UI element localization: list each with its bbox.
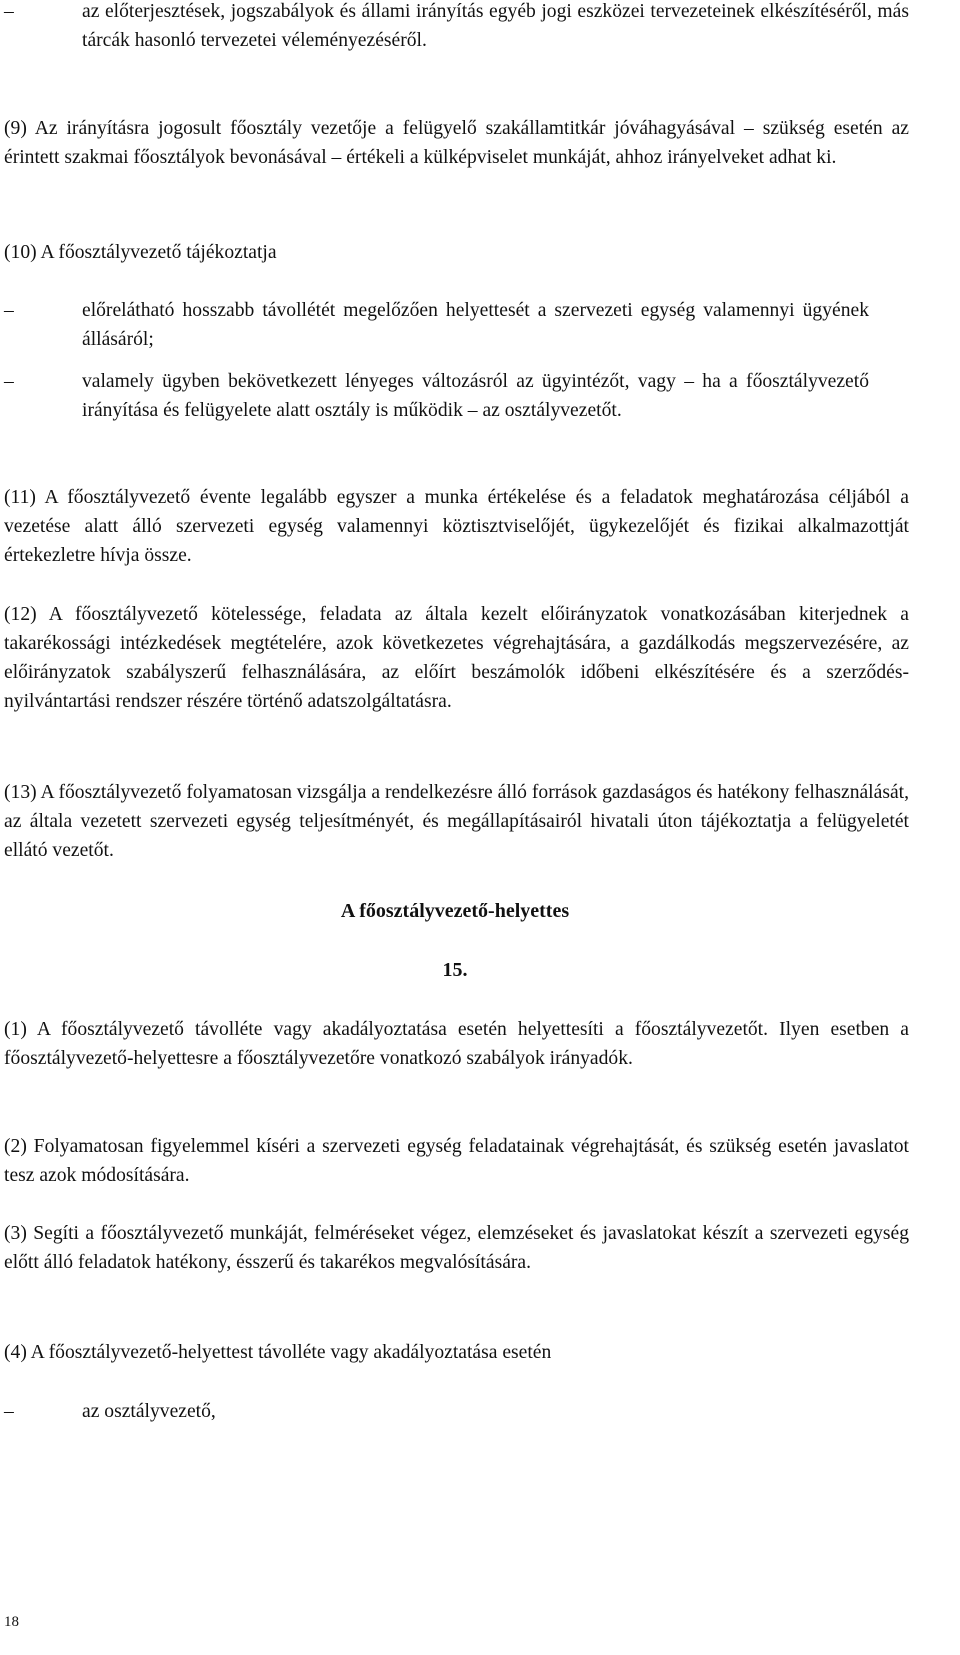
list-item-department-head: az osztályvezető, bbox=[82, 1401, 216, 1422]
section-paragraph-4-intro: (4) A főosztályvezető-helyettest távolléte vagy akadályoztatása esetén bbox=[4, 1342, 552, 1363]
list-dash: – bbox=[4, 1401, 14, 1422]
list-item-drafts: az előterjesztések, jogszabályok és állami irányítás egyéb jogi eszközei tervezeteinek elkészítéséről, más tárcák hasonló tervezetei véleményezéséről. bbox=[82, 1, 909, 51]
list-dash: – bbox=[4, 300, 14, 321]
list-item-changes: valamely ügyben bekövetkezett lényeges változásról az ügyintézőt, vagy – ha a főosztályvezető irányítása és felügyelete alatt osztály is működik – az osztályvezetőt. bbox=[82, 371, 869, 421]
paragraph-13: (13) A főosztályvezető folyamatosan vizsgálja a rendelkezésre álló források gazdaságos és hatékony felhasználását, az általa vezetett szervezeti egység teljesítményét, és megállapításairól hivatali úton tájékoztatja a felügyeletét ellátó vezetőt. bbox=[4, 782, 909, 861]
section-paragraph-2: (2) Folyamatosan figyelemmel kíséri a szervezeti egység feladatainak végrehajtását, és szükség esetén javaslatot tesz azok módosítására. bbox=[4, 1136, 909, 1186]
list-item-absence: előrelátható hosszabb távollétét megelőzően helyettesét a szervezeti egység valamennyi ügyének állásáról; bbox=[82, 300, 869, 350]
list-dash: – bbox=[4, 1, 14, 22]
section-heading: A főosztályvezető-helyettes bbox=[340, 900, 570, 922]
paragraph-12: (12) A főosztályvezető kötelessége, feladata az általa kezelt előirányzatok vonatkozásában kiterjednek a takarékossági intézkedések megtételére, azok következetes végrehajtására, a gazdálkodás megszervezésére, az előirányzatok szabályszerű felhasználására, az előírt beszámolók időbeni elkészítésére és a szerződés-nyilvántartási rendszer részére történő adatszolgáltatásra. bbox=[4, 604, 909, 712]
paragraph-9: (9) Az irányításra jogosult főosztály vezetője a felügyelő szakállamtitkár jóváhagyásával – szükség esetén az érintett szakmai főosztályok bevonásával – értékeli a külképviselet munkáját, ahhoz irányelveket adhat ki. bbox=[4, 118, 909, 168]
paragraph-10-intro: (10) A főosztályvezető tájékoztatja bbox=[4, 242, 277, 263]
section-paragraph-3: (3) Segíti a főosztályvezető munkáját, felméréseket végez, elemzéseket és javaslatokat készít a szervezeti egység előtt álló feladatok hatékony, ésszerű és takarékos megvalósítására. bbox=[4, 1223, 909, 1273]
section-number: 15. bbox=[442, 959, 468, 981]
paragraph-11: (11) A főosztályvezető évente legalább egyszer a munka értékelése és a feladatok meghatározása céljából a vezetése alatt álló szervezeti egység valamennyi köztisztviselőjét, ügykezelőjét és fizikai alkalmazottját értekezletre hívja össze. bbox=[4, 487, 909, 566]
list-dash: – bbox=[4, 371, 14, 392]
page-number: 18 bbox=[4, 1614, 19, 1630]
section-paragraph-1: (1) A főosztályvezető távolléte vagy akadályoztatása esetén helyettesíti a főosztályvezetőt. Ilyen esetben a főosztályvezető-helyettesre a főosztályvezetőre vonatkozó szabályok irányadók. bbox=[4, 1019, 909, 1069]
